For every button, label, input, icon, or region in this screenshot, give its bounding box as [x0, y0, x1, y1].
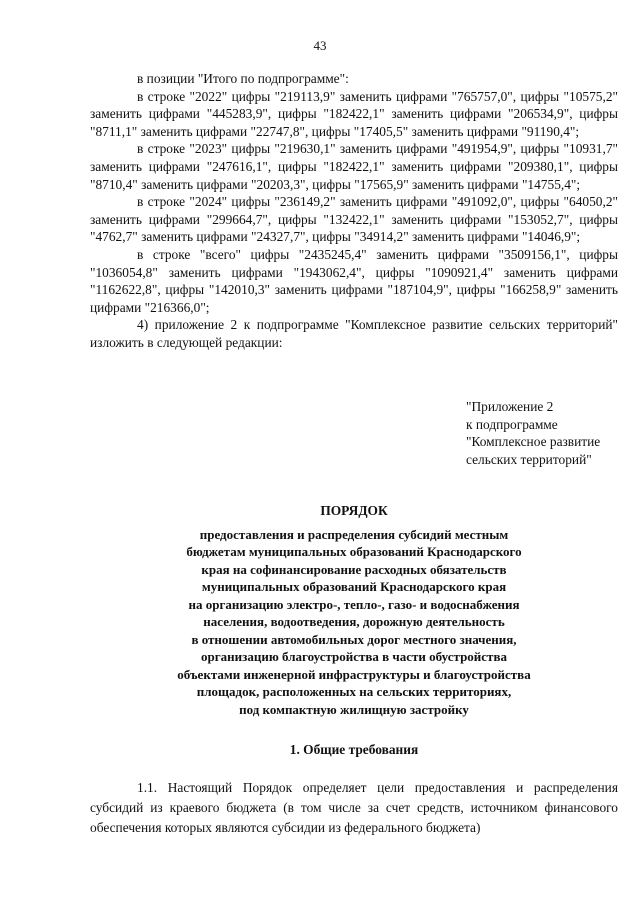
subtitle-line: объектами инженерной инфраструктуры и благоустройства [177, 666, 531, 682]
subtitle-line: в отношении автомобильных дорог местного значения, [191, 631, 517, 647]
subtitle-line: под компактную жилищную застройку [239, 701, 469, 717]
paragraph: 4) приложение 2 к подпрограмме "Комплексное развитие сельских территорий" изложить в следующей редакции: [90, 317, 618, 350]
subtitle-line: площадок, расположенных на сельских территориях, [196, 684, 512, 699]
appendix-reference [466, 398, 636, 468]
subtitle-line: организацию благоустройства в части обустройства [201, 649, 507, 664]
section-heading: 1. Общие требования [289, 742, 419, 757]
paragraph: в строке "2022" цифры "219113,9" заменить цифрами "765757,0", цифры "10575,2" заменить цифрами "445283,9", цифры "182422,1" заменить цифрами "206534,9", цифры "8711,1" заменить цифрами "22747,8", цифры "17405,5" заменить цифрами "91190,4"; [90, 88, 618, 139]
subtitle-line: муниципальных образований Краснодарского края [201, 579, 507, 594]
paragraph: в строке "2023" цифры "219630,1" заменить цифрами "491954,9", цифры "10931,7" заменить цифрами "247616,1", цифры "182422,1" заменить цифрами "209380,1", цифры "8710,4" заменить цифрами "20203,3", цифры "17565,9" заменить цифрами "14755,4"; [90, 141, 618, 192]
subtitle-line: предоставления и распределения субсидий местным [199, 526, 509, 542]
amendment-text [90, 70, 618, 352]
appendix-line: "Комплексное развитие [466, 434, 601, 450]
paragraph: в строке "2024" цифры "236149,2" заменить цифрами "491092,0", цифры "64050,2" заменить цифрами "299664,7", цифры "132422,1" заменить цифрами "153052,7", цифры "4762,7" заменить цифрами "24327,7", цифры "34914,2" заменить цифрами "14046,9"; [90, 194, 618, 245]
subtitle-line: бюджетам муниципальных образований Краснодарского [186, 544, 522, 559]
appendix-line: сельских территорий" [466, 451, 592, 467]
document-title: ПОРЯДОК [320, 503, 388, 518]
paragraph: 1.1. Настоящий Порядок определяет цели предоставления и распределения субсидий из краевого бюджета (в том числе за счет средств, источником финансового обеспечения которых являются субсидии из федерального бюджета) [90, 780, 618, 835]
appendix-line: "Приложение 2 [466, 399, 554, 414]
appendix-line: к подпрограмме [466, 416, 558, 432]
subtitle-line: на организацию электро-, тепло-, газо- и водоснабжения [188, 596, 520, 612]
paragraph: в позиции "Итого по подпрограмме": [137, 71, 349, 86]
document-title-block [90, 502, 618, 718]
paragraph: в строке "всего" цифры "2435245,4" заменить цифрами "3509156,1", цифры "1036054,8" заменить цифрами "1943062,4", цифры "1090921,4" заменить цифрами "1162622,8", цифры "142010,3" заменить цифрами "187104,9", цифры "166258,9" заменить цифрами "216366,0"; [90, 246, 618, 315]
page-number: 43 [313, 38, 327, 53]
subtitle-line: края на софинансирование расходных обязательств [201, 561, 507, 577]
subtitle-line: населения, водоотведения, дорожную деятельность [203, 614, 505, 629]
section-body [90, 778, 618, 838]
